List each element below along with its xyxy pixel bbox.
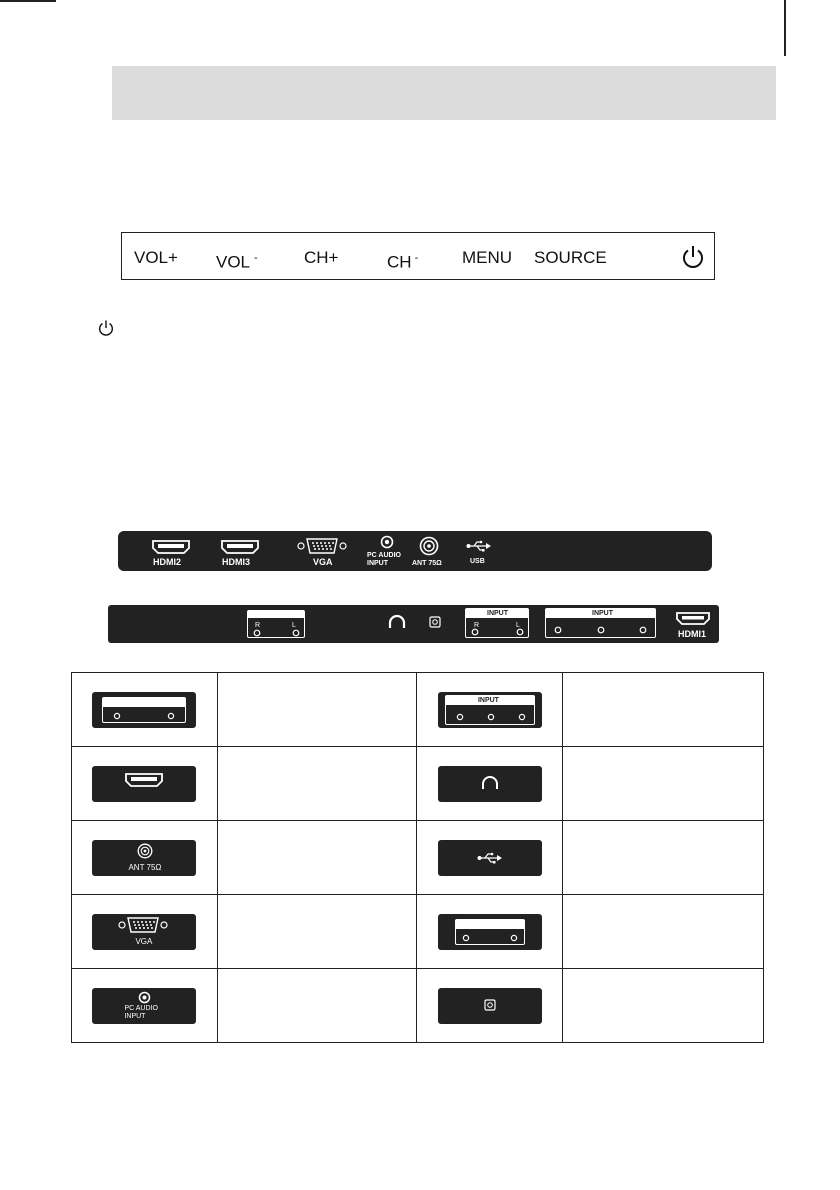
jack-dots — [554, 626, 648, 634]
power-icon — [97, 319, 115, 337]
audio-rl-port-image — [92, 692, 196, 728]
port-reference-table — [71, 672, 764, 1043]
hdmi-icon — [676, 612, 710, 625]
table-row — [72, 673, 764, 747]
hdmi-port-image — [92, 766, 196, 802]
antenna-port-image — [92, 840, 196, 876]
table-cell-image — [417, 895, 563, 969]
component-input-port-image — [438, 692, 542, 728]
optical-icon — [429, 616, 441, 628]
input-2-label: INPUT — [592, 610, 613, 617]
vga-label: VGA — [313, 557, 333, 567]
pc-audio-input-label: INPUT — [124, 1012, 146, 1020]
optical-icon — [484, 999, 496, 1011]
jack-dots — [253, 629, 301, 637]
ant-label: ANT 75Ω — [412, 560, 442, 567]
pc-audio-jack-icon — [380, 535, 394, 549]
table-row — [72, 895, 764, 969]
input-1-label: INPUT — [487, 610, 508, 617]
jack-dots — [462, 934, 518, 942]
vol-plus-button[interactable]: VOL+ — [134, 248, 178, 267]
vol-minus-mark: - — [254, 252, 258, 264]
table-cell-description — [217, 821, 417, 895]
rear-connector-panel — [108, 605, 719, 643]
table-cell-image — [417, 821, 563, 895]
table-cell-image — [72, 821, 218, 895]
av-input-port-image — [438, 914, 542, 950]
section-header-bar — [112, 66, 776, 120]
control-button-strip — [121, 232, 715, 280]
table-cell-image — [417, 673, 563, 747]
table-cell-image — [72, 747, 218, 821]
table-row — [72, 821, 764, 895]
input-label: INPUT — [477, 696, 499, 704]
antenna-jack-icon — [419, 536, 439, 556]
audio-l-label: L — [292, 622, 296, 629]
table-cell-description — [563, 821, 764, 895]
table-cell-description — [217, 747, 417, 821]
table-cell-description — [563, 895, 764, 969]
hdmi-icon — [125, 773, 163, 787]
ch-plus-button[interactable]: CH+ — [304, 248, 339, 267]
side-connector-panel — [118, 531, 712, 571]
pc-audio-label: PC AUDIO — [367, 552, 401, 559]
input-1-l-label: L — [516, 622, 520, 629]
pc-audio-port-image — [92, 988, 196, 1024]
audio-r-label: R — [255, 622, 261, 629]
table-cell-image — [417, 747, 563, 821]
hdmi-icon — [221, 540, 259, 554]
table-row — [72, 969, 764, 1043]
vol-minus-label: VOL — [216, 252, 251, 272]
ch-minus-mark: - — [414, 252, 419, 264]
headphone-port-image — [438, 766, 542, 802]
jack-dots — [456, 713, 526, 721]
table-cell-description — [217, 969, 417, 1043]
jack-dots — [113, 712, 175, 720]
vga-label: VGA — [135, 936, 153, 946]
table-cell-description — [217, 895, 417, 969]
headphone-icon — [387, 613, 407, 631]
vga-icon — [297, 538, 347, 554]
usb-port-image — [438, 840, 542, 876]
component-input-port — [545, 608, 656, 638]
table-cell-description — [563, 747, 764, 821]
table-cell-description — [563, 969, 764, 1043]
pc-audio-jack-icon — [138, 991, 151, 1004]
usb-icon — [477, 852, 503, 864]
power-icon[interactable] — [680, 244, 706, 270]
table-cell-image — [72, 895, 218, 969]
vga-port-image — [92, 914, 196, 950]
source-button[interactable]: SOURCE — [534, 248, 607, 267]
hdmi1-label: HDMI1 — [678, 629, 707, 639]
table-cell-image — [417, 969, 563, 1043]
hdmi2-label: HDMI2 — [153, 557, 182, 567]
input-rl-port — [465, 608, 529, 638]
table-row — [72, 747, 764, 821]
vol-minus-button[interactable] — [216, 248, 258, 273]
table-cell-image — [72, 969, 218, 1043]
table-cell-description — [563, 673, 764, 747]
pc-audio-label: PC AUDIO — [124, 1004, 158, 1012]
table-cell-image — [72, 673, 218, 747]
usb-label: USB — [470, 558, 485, 565]
crop-mark-top-right — [784, 0, 786, 56]
optical-port-image — [438, 988, 542, 1024]
antenna-jack-icon — [137, 843, 153, 859]
ant-label: ANT 75Ω — [128, 862, 162, 872]
hdmi-icon — [152, 540, 190, 554]
menu-button[interactable]: MENU — [462, 248, 513, 267]
crop-mark-top-left — [0, 0, 56, 2]
headphone-icon — [480, 774, 500, 792]
table-cell-description — [217, 673, 417, 747]
audio-rl-port — [247, 610, 305, 638]
input-1-r-label: R — [474, 622, 480, 629]
ch-minus-label: CH — [387, 252, 412, 272]
pc-audio-input-label: INPUT — [367, 560, 388, 567]
ch-minus-button[interactable] — [387, 248, 418, 273]
hdmi3-label: HDMI3 — [222, 557, 251, 567]
usb-icon — [466, 540, 492, 552]
vga-icon — [118, 917, 168, 933]
jack-dots — [471, 628, 525, 636]
